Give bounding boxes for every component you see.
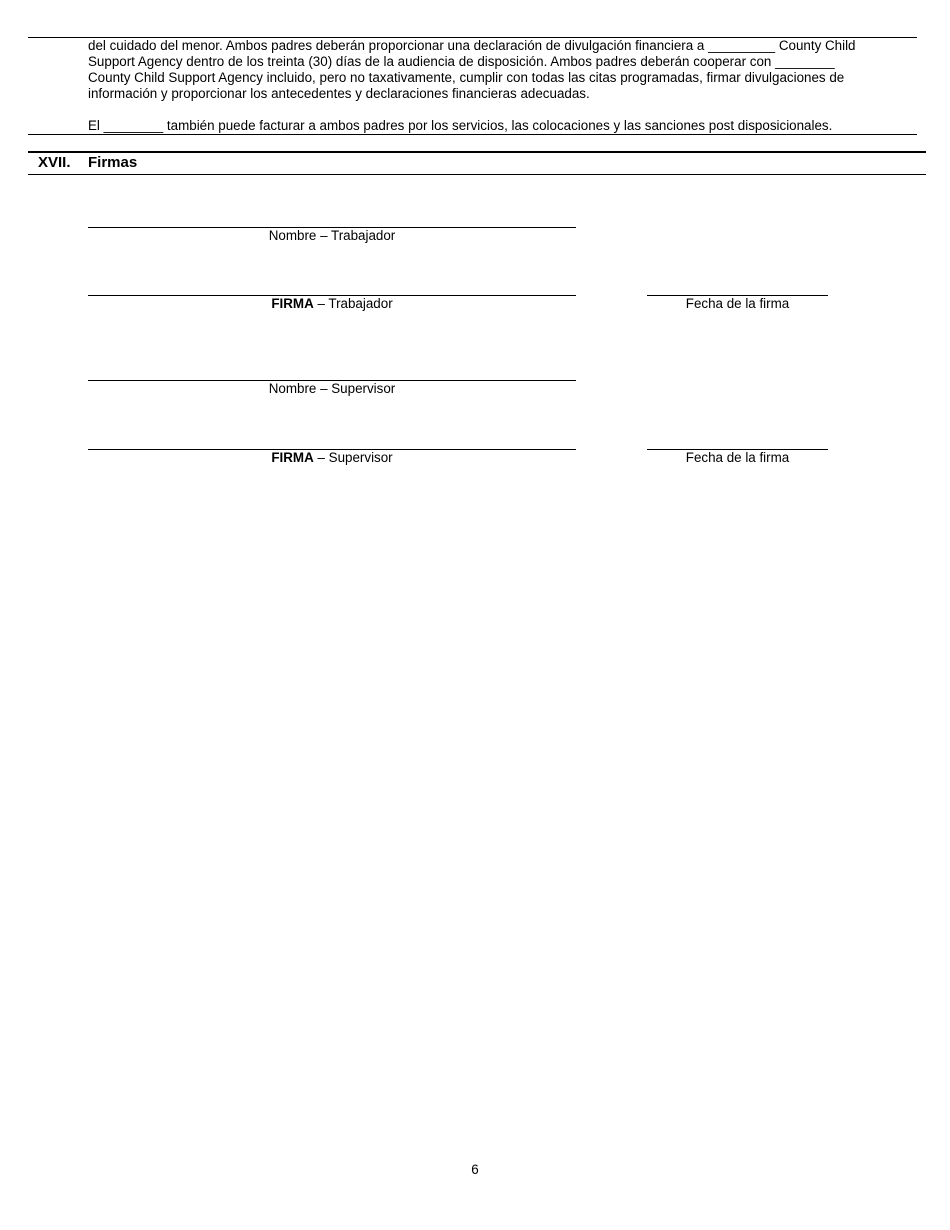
paragraph-line: Support Agency dentro de los treinta (30) días de la audiencia de disposición. Ambos padres deberán cooperar con ________ [88,54,835,69]
section-rule-thick [28,151,926,153]
paragraph-line: del cuidado del menor. Ambos padres deberán proporcionar una declaración de divulgación financiera a _________ County Child [88,38,856,53]
supervisor-name-label: Nombre – Supervisor [268,381,396,396]
worker-date-label: Fecha de la firma [685,296,790,311]
section-rule-thin-top [28,134,917,135]
supervisor-date-label: Fecha de la firma [685,450,790,465]
worker-signature-label [88,296,576,312]
signature-role: – Supervisor [313,450,393,465]
worker-name-label: Nombre – Trabajador [268,228,396,243]
supervisor-signature-label [88,450,576,466]
signature-bold-word: FIRMA [271,450,314,465]
signature-bold-word: FIRMA [271,296,314,311]
financial-disclosure-paragraph [88,38,856,102]
signature-role: – Trabajador [313,296,393,311]
paragraph-line: información y proporcionar los antecedentes y declaraciones financieras adecuadas. [88,86,590,101]
page-number: 6 [471,1162,479,1177]
paragraph-line: County Child Support Agency incluido, pero no taxativamente, cumplir con todas las citas programadas, firmar divulgaciones de [88,70,845,85]
section-rule-bottom [28,174,926,175]
section-title: Firmas [88,154,138,171]
section-number: XVII. [38,154,71,171]
billing-paragraph: El ________ también puede facturar a ambos padres por los servicios, las colocaciones y las sanciones post disposicionales. [88,118,833,133]
